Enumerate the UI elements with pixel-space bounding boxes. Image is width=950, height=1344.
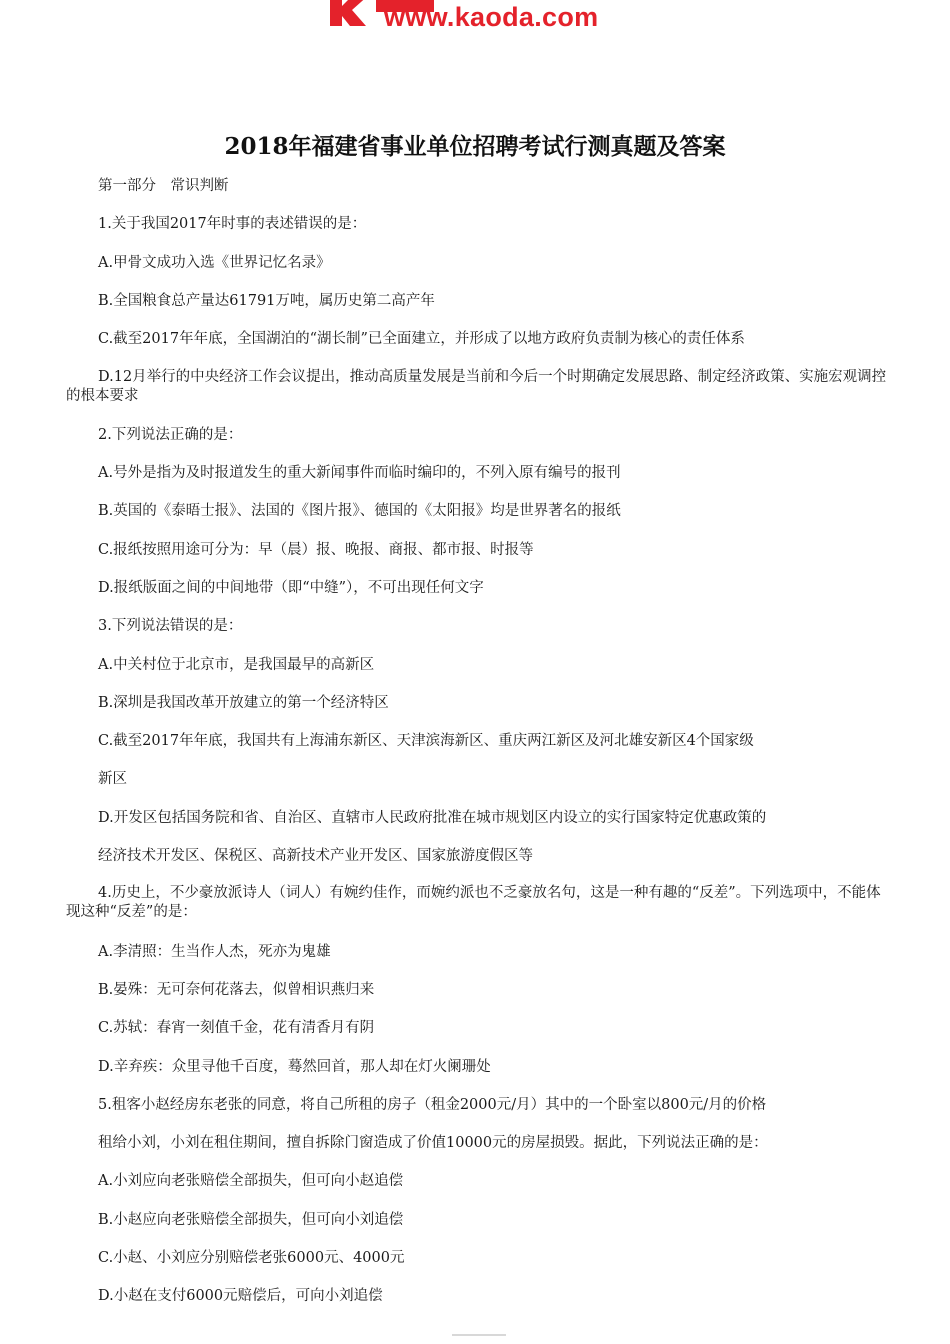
question-5-option-d: D.小赵在支付6000元赔偿后，可向小刘追偿 bbox=[98, 1288, 383, 1304]
question-1-stem: 1.关于我国2017年时事的表述错误的是： bbox=[98, 216, 367, 232]
question-3-option-d-continued: 经济技术开发区、保税区、高新技术产业开发区、国家旅游度假区等 bbox=[98, 848, 533, 864]
question-3-option-c-continued: 新区 bbox=[98, 771, 127, 787]
question-1-option-a: A.甲骨文成功入选《世界记忆名录》 bbox=[98, 255, 331, 271]
document-title: 2018年福建省事业单位招聘考试行测真题及答案 bbox=[224, 133, 726, 160]
question-2-stem: 2.下列说法正确的是： bbox=[98, 427, 243, 443]
question-5-stem-continued: 租给小刘，小刘在租住期间，擅自拆除门窗造成了价值10000元的房屋损毁。据此，下列说法正确的是： bbox=[98, 1135, 768, 1151]
question-4-option-d: D.辛弃疾：众里寻他千百度，蓦然回首，那人却在灯火阑珊处 bbox=[98, 1059, 491, 1075]
footer-divider bbox=[452, 1334, 506, 1336]
question-5-stem: 5.租客小赵经房东老张的同意，将自己所租的房子（租金2000元/月）其中的一个卧室以800元/月的价格 bbox=[98, 1097, 767, 1113]
question-3-option-b: B.深圳是我国改革开放建立的第一个经济特区 bbox=[98, 695, 389, 711]
question-5-option-a: A.小刘应向老张赔偿全部损失，但可向小赵追偿 bbox=[98, 1173, 404, 1189]
question-1-option-d: D.12月举行的中央经济工作会议提出，推动高质量发展是当前和今后一个时期确定发展思路、制定经济政策、实施宏观调控的根本要求 bbox=[66, 369, 887, 404]
question-3-option-d: D.开发区包括国务院和省、自治区、直辖市人民政府批准在城市规划区内设立的实行国家特定优惠政策的 bbox=[98, 810, 767, 826]
question-2-option-c: C.报纸按照用途可分为：早（晨）报、晚报、商报、都市报、时报等 bbox=[98, 542, 534, 558]
question-2-option-d: D.报纸版面之间的中间地带（即“中缝”），不可出现任何文字 bbox=[98, 580, 484, 596]
site-header bbox=[320, 0, 650, 34]
question-4-option-b: B.晏殊：无可奈何花落去，似曾相识燕归来 bbox=[98, 982, 375, 998]
question-5-option-c: C.小赵、小刘应分别赔偿老张6000元、4000元 bbox=[98, 1250, 405, 1266]
kaoda-logo-icon bbox=[326, 0, 374, 26]
question-3-option-a: A.中关村位于北京市，是我国最早的高新区 bbox=[98, 657, 375, 673]
question-4-stem: 4.历史上，不少豪放派诗人（词人）有婉约佳作，而婉约派也不乏豪放名句，这是一种有趣的“反差”。下列选项中，不能体现这种“反差”的是： bbox=[66, 885, 881, 920]
question-1-option-b: B.全国粮食总产量达61791万吨，属历史第二高产年 bbox=[98, 293, 435, 309]
question-2-option-b: B.英国的《泰晤士报》、法国的《图片报》、德国的《太阳报》均是世界著名的报纸 bbox=[98, 503, 621, 519]
question-1-option-c: C.截至2017年年底，全国湖泊的“湖长制”已全面建立，并形成了以地方政府负责制为核心的责任体系 bbox=[98, 331, 745, 347]
question-4-option-c: C.苏轼：春宵一刻值千金，花有清香月有阴 bbox=[98, 1020, 375, 1036]
question-3-stem: 3.下列说法错误的是： bbox=[98, 618, 243, 634]
section-heading: 第一部分 常识判断 bbox=[98, 178, 229, 194]
question-2-option-a: A.号外是指为及时报道发生的重大新闻事件而临时编印的，不列入原有编号的报刊 bbox=[98, 465, 621, 481]
site-url-link[interactable]: www.kaoda.com bbox=[384, 2, 599, 32]
question-5-option-b: B.小赵应向老张赔偿全部损失，但可向小刘追偿 bbox=[98, 1212, 404, 1228]
question-4-option-a: A.李清照：生当作人杰，死亦为鬼雄 bbox=[98, 944, 331, 960]
question-3-option-c: C.截至2017年年底，我国共有上海浦东新区、天津滨海新区、重庆两江新区及河北雄安新区4个国家级 bbox=[98, 733, 754, 749]
